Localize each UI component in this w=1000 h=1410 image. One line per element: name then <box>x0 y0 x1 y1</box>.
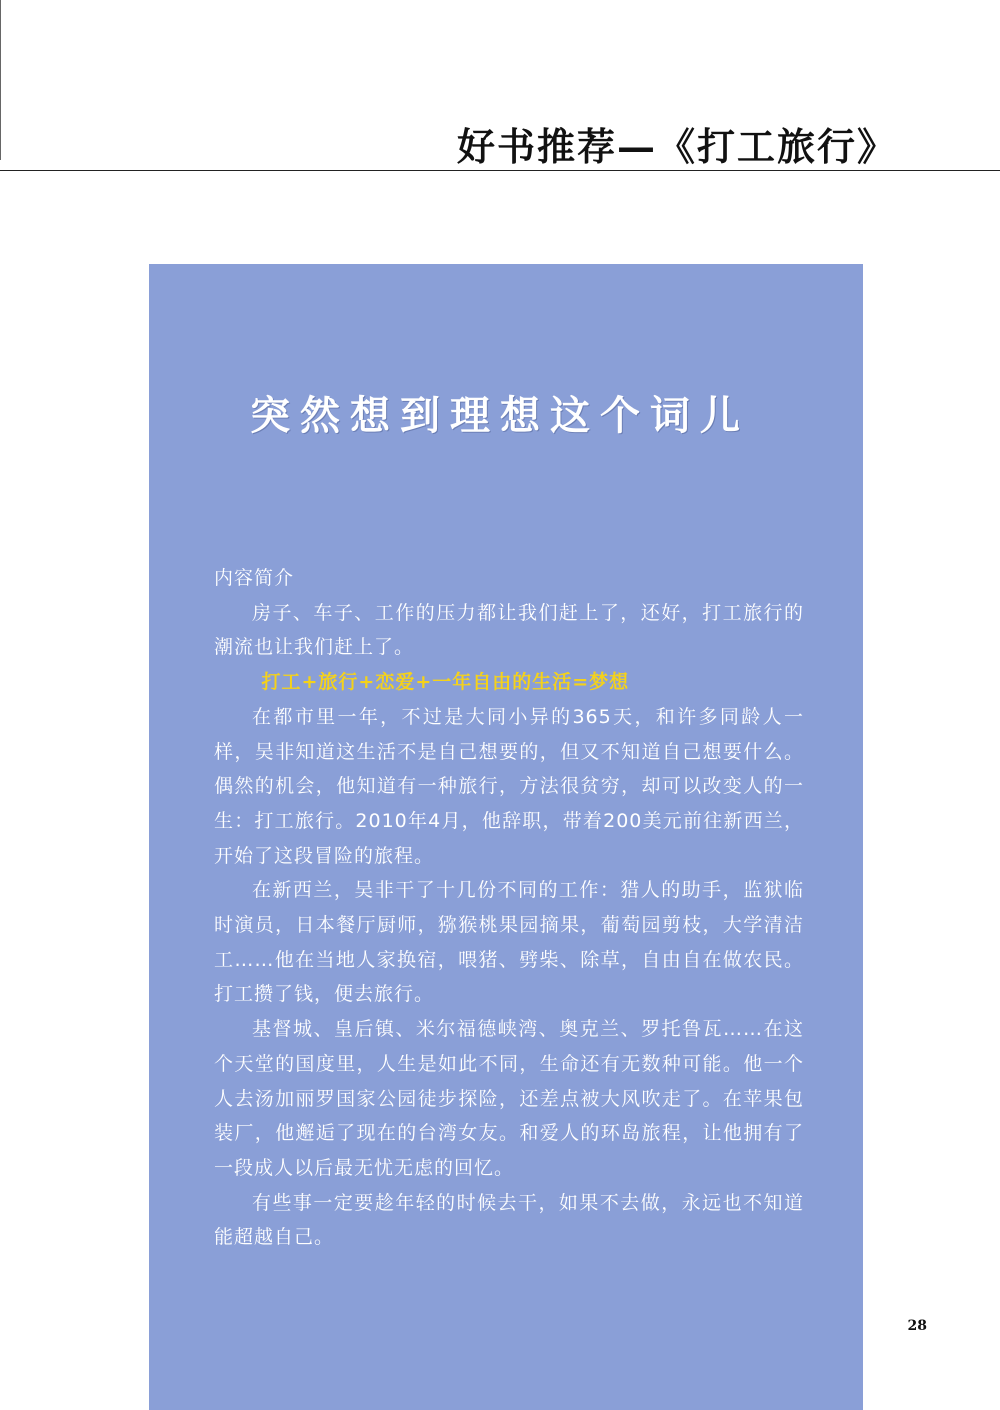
header-divider <box>0 170 1000 171</box>
body-paragraph: 在都市里一年，不过是大同小异的365天，和许多同龄人一样，吴非知道这生活不是自己想要的，但又不知道自己想要什么。偶然的机会，他知道有一种旅行，方法很贫穷，却可以改变人的一生：打工旅行。2010年4月，他辞职，带着200美元前往新西兰，开始了这段冒险的旅程。 <box>214 705 804 867</box>
panel-title: 突然想到理想这个词儿 <box>250 392 750 439</box>
body-paragraph: 有些事一定要趁年轻的时候去干，如果不去做，永远也不知道能超越自己。 <box>214 1191 804 1249</box>
page-header-title: 好书推荐—《打工旅行》 <box>456 124 897 169</box>
article-body <box>214 561 804 1255</box>
body-paragraph: 在新西兰，吴非干了十几份不同的工作：猎人的助手，监狱临时演员，日本餐厅厨师，猕猴桃果园摘果，葡萄园剪枝，大学清洁工……他在当地人家换宿，喂猪、劈柴、除草，自由自在做农民。打工攒了钱，便去旅行。 <box>214 879 804 1006</box>
intro-paragraph: 房子、车子、工作的压力都让我们赶上了，还好，打工旅行的潮流也让我们赶上了。 <box>214 601 804 659</box>
page-number: 28 <box>907 1318 927 1334</box>
section-label: 内容简介 <box>214 567 295 589</box>
highlight-slogan: 打工+旅行+恋爱+一年自由的生活=梦想 <box>261 671 630 694</box>
body-paragraph: 基督城、皇后镇、米尔福德峡湾、奥克兰、罗托鲁瓦……在这个天堂的国度里，人生是如此不同，生命还有无数种可能。他一个人去汤加丽罗国家公园徒步探险，还差点被大风吹走了。在苹果包装厂，他邂逅了现在的台湾女友。和爱人的环岛旅程，让他拥有了一段成人以后最无忧无虑的回忆。 <box>214 1018 804 1179</box>
left-margin-rule <box>0 0 1 160</box>
